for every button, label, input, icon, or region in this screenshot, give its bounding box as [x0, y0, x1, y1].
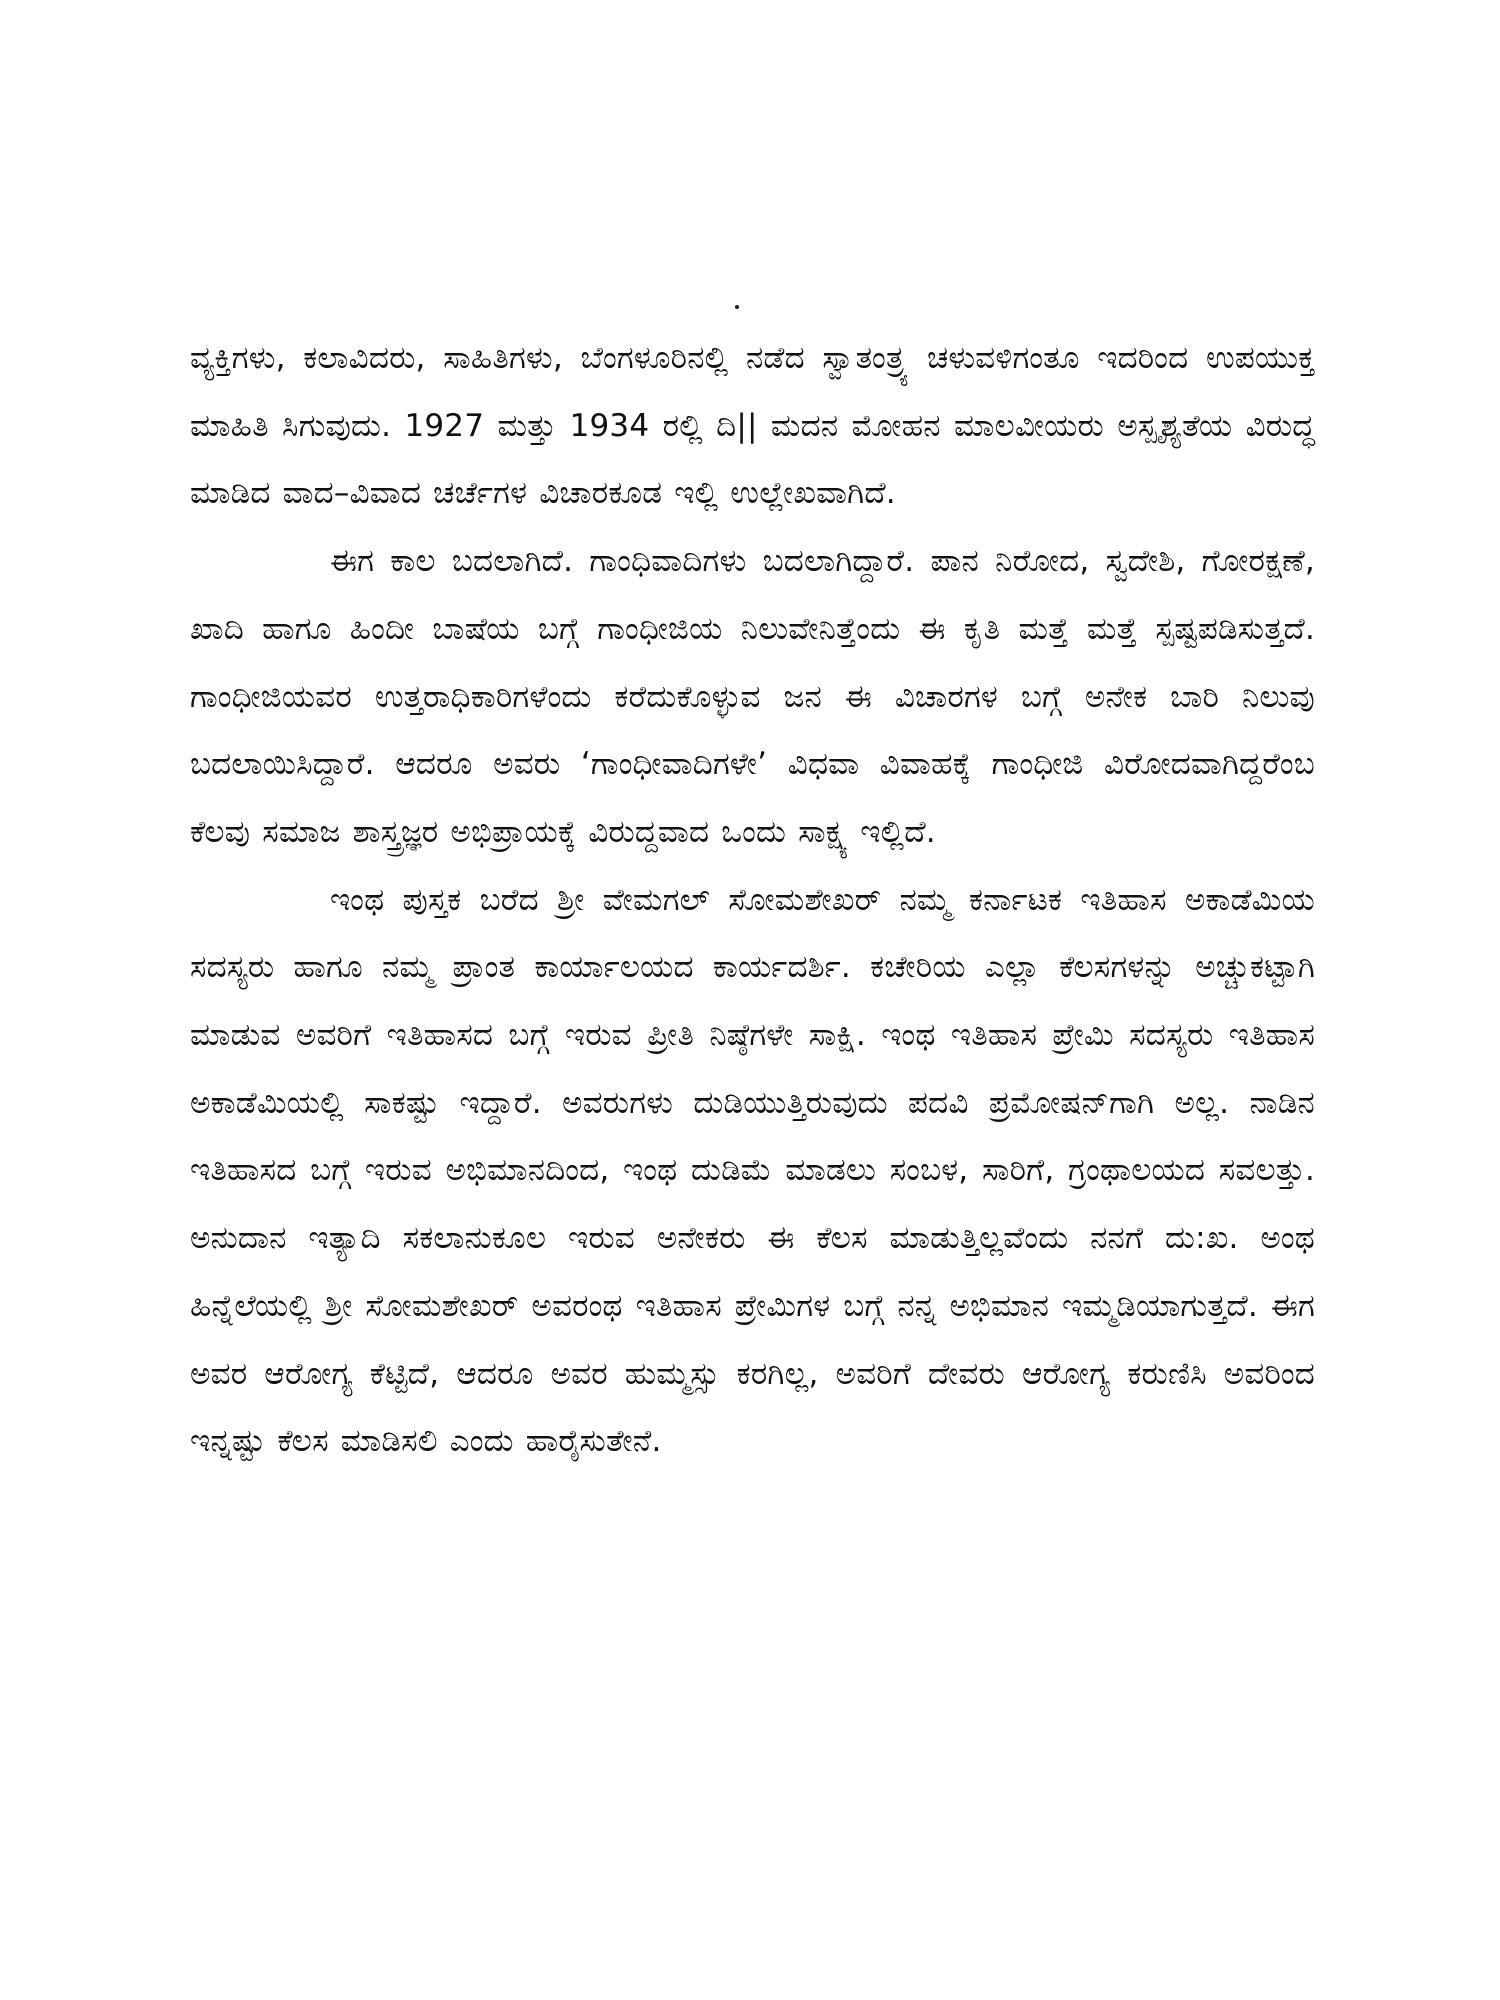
scan-speck — [735, 305, 739, 309]
paragraph-3: ಇಂಥ ಪುಸ್ತಕ ಬರೆದ ಶ್ರೀ ವೇಮಗಲ್ ಸೋಮಶೇಖರ್ ನಮ್ಮ ಕರ್ನಾಟಕ ಇತಿಹಾಸ ಅಕಾಡೆಮಿಯ ಸದಸ್ಯರು ಹಾಗೂ ನಮ್ಮ ಪ್ರಾಂತ ಕಾರ್ಯಾಲಯದ ಕಾರ್ಯದರ್ಶಿ. ಕಚೇರಿಯ ಎಲ್ಲಾ ಕೆಲಸಗಳನ್ನು ಅಚ್ಚುಕಟ್ಟಾಗಿ ಮಾಡುವ ಅವರಿಗೆ ಇತಿಹಾಸದ ಬಗ್ಗೆ ಇರುವ ಪ್ರೀತಿ ನಿಷ್ಠೆಗಳೇ ಸಾಕ್ಷಿ. ಇಂಥ ಇತಿಹಾಸ ಪ್ರೇಮಿ ಸದಸ್ಯರು ಇತಿಹಾಸ ಅಕಾಡೆಮಿಯಲ್ಲಿ ಸಾಕಷ್ಟು ಇದ್ದಾರೆ. ಅವರುಗಳು ದುಡಿಯುತ್ತಿರುವುದು ಪದವಿ ಪ್ರಮೋಷನ್‌ಗಾಗಿ ಅಲ್ಲ. ನಾಡಿನ ಇತಿಹಾಸದ ಬಗ್ಗೆ ಇರುವ ಅಭಿಮಾನದಿಂದ, ಇಂಥ ದುಡಿಮೆ ಮಾಡಲು ಸಂಬಳ, ಸಾರಿಗೆ, ಗ್ರಂಥಾಲಯದ ಸವಲತ್ತು. ಅನುದಾನ ಇತ್ಯಾದಿ ಸಕಲಾನುಕೂಲ ಇರುವ ಅನೇಕರು ಈ ಕೆಲಸ ಮಾಡುತ್ತಿಲ್ಲವೆಂದು ನನಗೆ ದು:ಖ. ಅಂಥ ಹಿನ್ನೆಲೆಯಲ್ಲಿ ಶ್ರೀ ಸೋಮಶೇಖರ್ ಅವರಂಥ ಇತಿಹಾಸ ಪ್ರೇಮಿಗಳ ಬಗ್ಗೆ ನನ್ನ ಅಭಿಮಾನ ಇಮ್ಮಡಿಯಾಗುತ್ತದೆ. ಈಗ ಅವರ ಆರೋಗ್ಯ ಕೆಟ್ಟಿದೆ, ಆದರೂ ಅವರ ಹುಮ್ಮಸ್ಸು ಕರಗಿಲ್ಲ, ಅವರಿಗೆ ದೇವರು ಆರೋಗ್ಯ ಕರುಣಿಸಿ ಅವರಿಂದ ಇನ್ನಷ್ಟು ಕೆಲಸ ಮಾಡಿಸಲಿ ಎಂದು ಹಾರೈಸುತೇನೆ. — [190, 881, 1315, 1460]
paragraph-1: ವ್ಯಕ್ತಿಗಳು, ಕಲಾವಿದರು, ಸಾಹಿತಿಗಳು, ಬೆಂಗಳೂರಿನಲ್ಲಿ ನಡೆದ ಸ್ವಾತಂತ್ರ್ಯ ಚಳುವಳಿಗಂತೂ ಇದರಿಂದ ಉಪಯುಕ್ತ ಮಾಹಿತಿ ಸಿಗುವುದು. 1927 ಮತ್ತು 1934 ರಲ್ಲಿ ದಿ|| ಮದನ ಮೋಹನ ಮಾಲವೀಯರು ಅಸ್ಪೃಶ್ಯತೆಯ ವಿರುದ್ಧ ಮಾಡಿದ ವಾದ–ವಿವಾದ ಚರ್ಚೆಗಳ ವಿಚಾರಕೂಡ ಇಲ್ಲಿ ಉಲ್ಲೇಖವಾಗಿದೆ. — [190, 340, 1315, 512]
body-text — [190, 325, 1315, 1476]
paragraph-2: ಈಗ ಕಾಲ ಬದಲಾಗಿದೆ. ಗಾಂಧಿವಾದಿಗಳು ಬದಲಾಗಿದ್ದಾರೆ. ಪಾನ ನಿರೋದ, ಸ್ವದೇಶಿ, ಗೋರಕ್ಷಣೆ, ಖಾದಿ ಹಾಗೂ ಹಿಂದೀ ಬಾಷೆಯ ಬಗ್ಗೆ ಗಾಂಧೀಜಿಯ ನಿಲುವೇನಿತ್ತೆಂದು ಈ ಕೃತಿ ಮತ್ತೆ ಮತ್ತೆ ಸ್ಪಷ್ಟಪಡಿಸುತ್ತದೆ. ಗಾಂಧೀಜಿಯವರ ಉತ್ತರಾಧಿಕಾರಿಗಳೆಂದು ಕರೆದುಕೊಳ್ಳುವ ಜನ ಈ ವಿಚಾರಗಳ ಬಗ್ಗೆ ಅನೇಕ ಬಾರಿ ನಿಲುವು ಬದಲಾಯಿಸಿದ್ದಾರೆ. ಆದರೂ ಅವರು ‘ಗಾಂಧೀವಾದಿಗಳೇ’ ವಿಧವಾ ವಿವಾಹಕ್ಕೆ ಗಾಂಧೀಜಿ ವಿರೋದವಾಗಿದ್ದರೆಂಬ ಕೆಲವು ಸಮಾಜ ಶಾಸ್ತ್ರಜ್ಞರ ಅಭಿಪ್ರಾಯಕ್ಕೆ ವಿರುದ್ದವಾದ ಒಂದು ಸಾಕ್ಷ್ಯ ಇಲ್ಲಿದೆ. — [190, 543, 1315, 850]
